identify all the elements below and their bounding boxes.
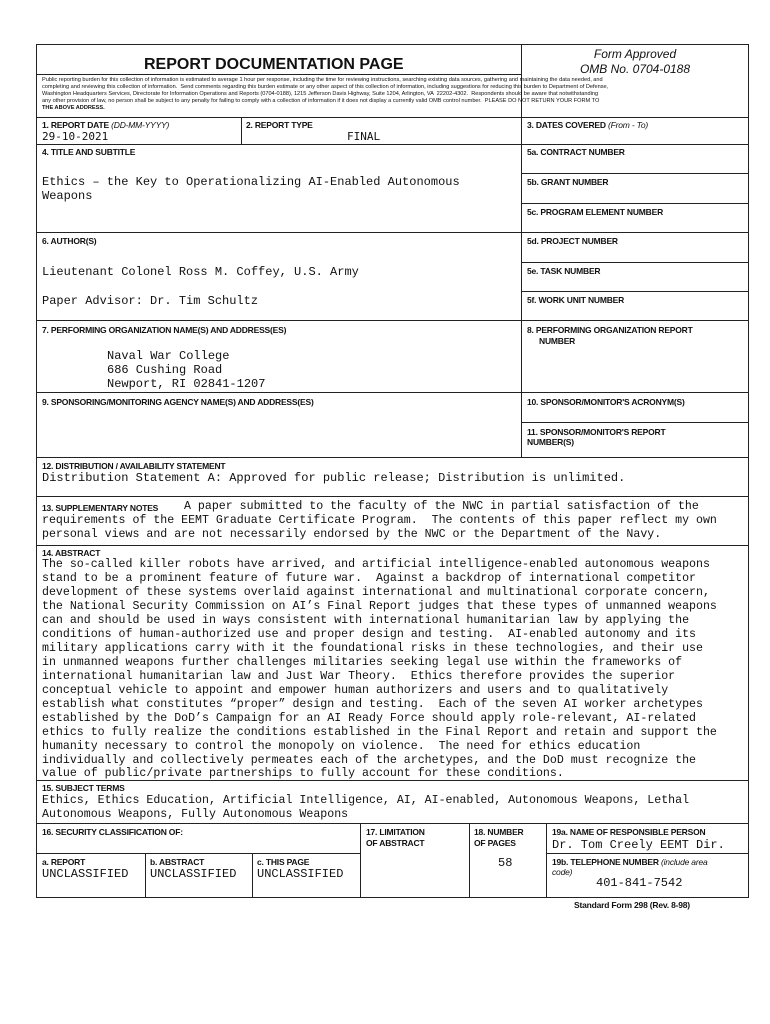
burden-line: Washington Headquarters Services, Directorate for Information Operations and Reports (0704-0188), 1215 Jefferson Davis Highway, Suite 1204, Arlington, VA 22202-4302. Respondents should be aware that notwithstanding [42, 91, 599, 97]
pages-label-2: OF PAGES [474, 838, 516, 848]
rule-supplementary [36, 545, 749, 546]
sponsor-report-label: 11. SPONSOR/MONITOR'S REPORT [527, 427, 666, 437]
vrule-b [145, 853, 146, 898]
project-number-label: 5d. PROJECT NUMBER [527, 236, 618, 246]
burden-line: any other provision of law, no person shall be subject to any penalty for failing to comply with a collection of information if it does not display a currently valid OMB control number. PLEASE DO NOT RETURN YOUR FORM TO [42, 98, 600, 104]
rule-row1 [36, 144, 749, 145]
limitation-label-2: OF ABSTRACT [366, 838, 425, 848]
rule-19a [546, 853, 749, 854]
subject-terms-line-1: Ethics, Ethics Education, Artificial Intelligence, AI, AI-enabled, Autonomous Weapons, Lethal [42, 794, 690, 807]
report-date-label: 1. REPORT DATE (DD-MM-YYYY) [42, 120, 170, 130]
title-line-2: Weapons [42, 189, 93, 203]
performing-org-label: 7. PERFORMING ORGANIZATION NAME(S) AND ADDRESS(ES) [42, 325, 287, 335]
telephone-value: 401-841-7542 [596, 876, 683, 890]
rule-sponsor [36, 457, 749, 458]
abstract-line: The so-called killer robots have arrived, and artificial intelligence-enabled autonomous weapons [42, 558, 710, 571]
vrule-19 [546, 823, 547, 898]
sponsor-agency-label: 9. SPONSORING/MONITORING AGENCY NAME(S) AND ADDRESS(ES) [42, 397, 314, 407]
rule-5b [521, 203, 749, 204]
abstract-line: conditions of human-authorized use and proper design and testing. AI-enabled autonomy and its [42, 628, 696, 641]
abstract-line: stand to be a prominent feature of future war. Against a backdrop of international competitor [42, 572, 696, 585]
advisor-value: Paper Advisor: Dr. Tim Schultz [42, 294, 259, 308]
title-label: 4. TITLE AND SUBTITLE [42, 147, 136, 157]
org-line-2: 686 Cushing Road [107, 363, 223, 377]
security-classification-label: 16. SECURITY CLASSIFICATION OF: [42, 827, 183, 837]
burden-line: Public reporting burden for this collection of information is estimated to average 1 hour per response, including the time for reviewing instructions, searching existing data sources, gathering and maintaining the data needed, and [42, 77, 603, 83]
supplementary-line-3: personal views and are not necessarily endorsed by the NWC or the Department of the Navy. [42, 528, 662, 541]
org-line-3: Newport, RI 02841-1207 [107, 377, 266, 391]
rule-5a [521, 173, 749, 174]
abstract-classification-value: UNCLASSIFIED [150, 867, 237, 881]
abstract-line: international humanitarian law and Just War Theory. Ethics therefore provides the superior [42, 670, 676, 683]
responsible-person-value: Dr. Tom Creely EEMT Dir. [552, 838, 725, 852]
sponsor-report-label-2: NUMBER(S) [527, 437, 574, 447]
distribution-label: 12. DISTRIBUTION / AVAILABILITY STATEMENT [42, 461, 226, 471]
telephone-label: 19b. TELEPHONE NUMBER (include area [552, 857, 708, 867]
program-element-label: 5c. PROGRAM ELEMENT NUMBER [527, 207, 664, 217]
rule-5c [36, 232, 749, 233]
abstract-line: humanity necessary to control the monopoly on violence. The need for ethics education [42, 740, 641, 753]
form-footer: Standard Form 298 (Rev. 8-98) [574, 900, 690, 910]
sponsor-acronym-label: 10. SPONSOR/MONITOR'S ACRONYM(S) [527, 397, 685, 407]
report-date-value: 29-10-2021 [42, 130, 109, 143]
dates-covered-format: (From - To) [608, 120, 648, 130]
report-type-label: 2. REPORT TYPE [246, 120, 313, 130]
vrule-17 [360, 823, 361, 898]
rule-5d [521, 262, 749, 263]
rule-title [36, 74, 521, 75]
author-label: 6. AUTHOR(S) [42, 236, 97, 246]
abstract-line: established by the DoD’s Campaign for an AI Ready Force should apply role-relevant, AI-related [42, 712, 696, 725]
pages-value: 58 [498, 856, 513, 870]
supplementary-label: 13. SUPPLEMENTARY NOTES [42, 503, 159, 513]
title-line-1: Ethics – the Key to Operationalizing AI-Enabled Autonomous [42, 175, 460, 189]
contract-number-label: 5a. CONTRACT NUMBER [527, 147, 625, 157]
page-classification-value: UNCLASSIFIED [257, 867, 344, 881]
performing-report-label-2: NUMBER [539, 336, 576, 346]
abstract-line: can and should be used in ways consistent with international humanitarian law by applying the [42, 614, 690, 627]
task-number-label: 5e. TASK NUMBER [527, 266, 601, 276]
rule-subject [36, 823, 749, 824]
vrule-right-column [521, 117, 522, 457]
abstract-line: ethics to fully realize the conditions established in the Final Report and retain and support the [42, 726, 717, 739]
page-classification-label: c. THIS PAGE [257, 857, 310, 867]
rule-5f [36, 320, 749, 321]
responsible-person-label: 19a. NAME OF RESPONSIBLE PERSON [552, 827, 706, 837]
report-type-value: FINAL [347, 130, 381, 143]
abstract-line: conceptual vehicle to appoint and empower human authorizers and users and to qualitatively [42, 684, 669, 697]
page-title: REPORT DOCUMENTATION PAGE [144, 56, 404, 73]
form-approved-label: Form Approved [593, 47, 677, 61]
rule-burden [36, 117, 749, 118]
author-value: Lieutenant Colonel Ross M. Coffey, U.S. Army [42, 265, 359, 279]
rule-security [36, 853, 360, 854]
dates-covered-label: 3. DATES COVERED (From - To) [527, 120, 648, 130]
supplementary-line-1: A paper submitted to the faculty of the NWC in partial satisfaction of the [184, 500, 699, 513]
rule-acronym [521, 422, 749, 423]
rule-org [36, 392, 749, 393]
abstract-line: establish what constitutes “proper” design and testing. Each of the seven AI worker archetypes [42, 698, 703, 711]
abstract-classification-label: b. ABSTRACT [150, 857, 205, 867]
telephone-hint-2: code) [552, 867, 573, 877]
subject-terms-label: 15. SUBJECT TERMS [42, 783, 125, 793]
supplementary-line-2: requirements of the EEMT Graduate Certificate Program. The contents of this paper reflect my own [42, 514, 717, 527]
abstract-line: military applications carry with it the foundational risks in these technologies, and their use [42, 642, 703, 655]
vrule-row1-a [241, 117, 242, 144]
burden-line: THE ABOVE ADDRESS. [42, 105, 105, 111]
burden-line: completing and reviewing this collection of information. Send comments regarding this burden estimate or any other aspect of this collection of information, including suggestions for reducing this burden to Department of Defense, [42, 84, 609, 90]
subject-terms-line-2: Autonomous Weapons, Fully Autonomous Weapons [42, 808, 349, 821]
performing-report-label: 8. PERFORMING ORGANIZATION REPORT [527, 325, 693, 335]
distribution-value: Distribution Statement A: Approved for public release; Distribution is unlimited. [42, 471, 626, 485]
report-date-format: (DD-MM-YYYY) [111, 120, 170, 130]
grant-number-label: 5b. GRANT NUMBER [527, 177, 609, 187]
abstract-line: development of these systems overlaid against international and multinational corporate concern, [42, 586, 710, 599]
rule-5e [521, 291, 749, 292]
telephone-hint: (include area [660, 857, 708, 867]
limitation-label: 17. LIMITATION [366, 827, 425, 837]
rule-distribution [36, 496, 749, 497]
abstract-line: individually and collectively permeates each of the archetypes, and the DoD must recognize the [42, 754, 696, 767]
vrule-18 [469, 823, 470, 898]
report-classification-value: UNCLASSIFIED [42, 867, 129, 881]
work-unit-label: 5f. WORK UNIT NUMBER [527, 295, 625, 305]
report-classification-label: a. REPORT [42, 857, 86, 867]
vrule-c [252, 853, 253, 898]
pages-label: 18. NUMBER [474, 827, 524, 837]
abstract-line: in unmanned weapons further challenges militaries seeking legal use within the frameworks of [42, 656, 683, 669]
omb-number: OMB No. 0704-0188 [579, 62, 691, 76]
abstract-label: 14. ABSTRACT [42, 548, 101, 558]
org-line-1: Naval War College [107, 349, 230, 363]
abstract-line: the National Security Commission on AI’s Final Report judges that these types of unmanned weapons [42, 600, 717, 613]
abstract-line: value of public/private partnerships to fully account for these conditions. [42, 767, 564, 780]
